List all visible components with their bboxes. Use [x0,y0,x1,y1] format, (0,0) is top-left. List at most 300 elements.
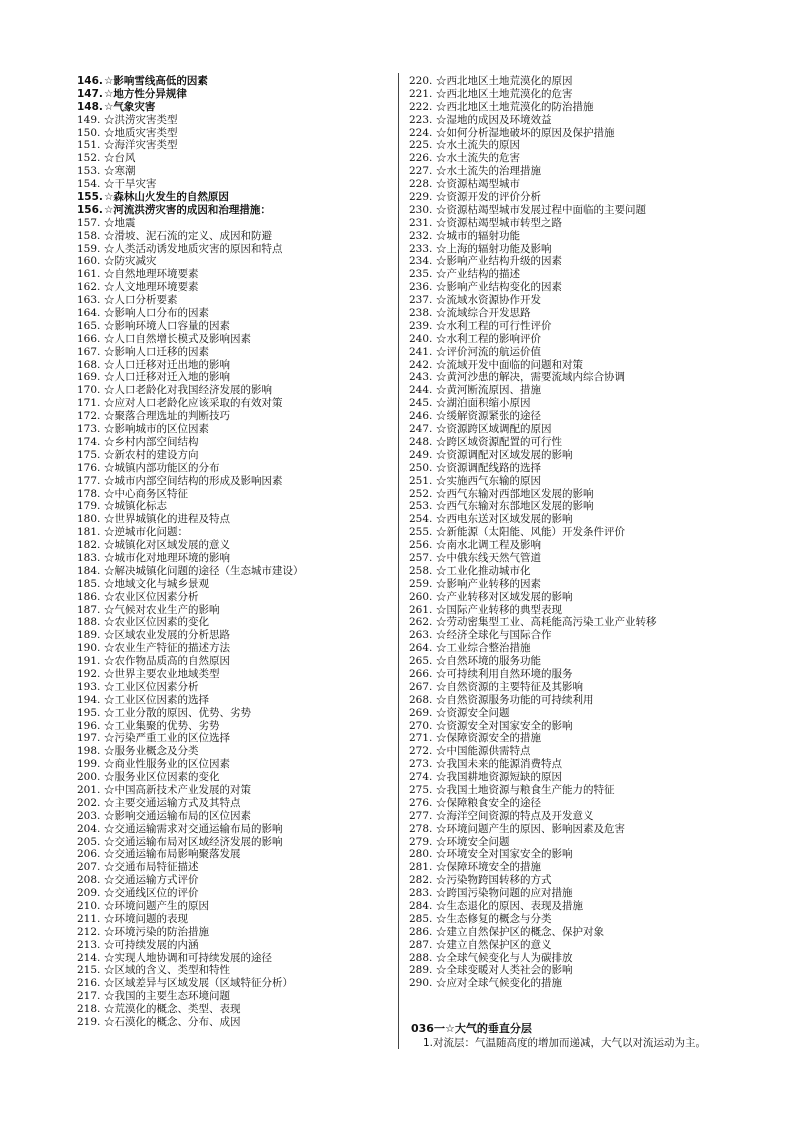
toc-item-number: 175. [77,448,101,461]
toc-item-text: ☆资源跨区域调配的原因 [436,423,552,436]
toc-item [77,861,395,874]
toc-item [77,488,395,501]
toc-item [409,681,749,694]
toc-item [409,694,749,707]
toc-item [409,462,749,475]
toc-item [409,139,749,152]
toc-item-number: 211. [77,912,101,925]
toc-item-text: ☆环境污染的防治措施 [104,925,209,938]
toc-item [77,436,395,449]
toc-item-number: 286. [409,925,433,938]
toc-item-text: ☆中俄东线天然气管道 [436,551,541,564]
toc-item [77,810,395,823]
toc-item-text: ☆人口分析要素 [104,294,178,307]
toc-item [409,604,749,617]
toc-item [77,732,395,745]
toc-item [409,436,749,449]
toc-item-text: ☆保障环境安全的措施 [436,861,541,874]
toc-item-number: 213. [77,938,101,951]
toc-item-text: ☆交通运输方式评价 [104,874,199,887]
toc-item-text: ☆洪涝灾害类型 [104,113,178,126]
toc-item-text: ☆西北地区土地荒漠化的原因 [436,75,573,87]
toc-item-number: 201. [77,783,101,796]
toc-item-number: 216. [77,977,101,990]
toc-item [409,488,749,501]
toc-item-text: ☆污染严重工业的区位选择 [104,732,230,745]
toc-item-number: 204. [77,822,101,835]
toc-item-text: ☆人口老龄化对我国经济发展的影响 [104,384,272,397]
toc-item-number: 249. [409,448,433,461]
toc-item [77,101,395,114]
toc-item [77,230,395,243]
toc-item [409,359,749,372]
toc-item-number: 146. [77,75,103,87]
toc-item-number: 169. [77,371,101,384]
toc-item [409,565,749,578]
toc-item-text: ☆乡村内部空间结构 [104,435,199,448]
toc-item [77,307,395,320]
toc-item-text: ☆影响城市的区位因素 [104,423,209,436]
toc-item-text: ☆干旱灾害 [104,178,157,191]
toc-item-number: 280. [409,848,433,861]
toc-item-text: ☆全球变暖对人类社会的影响 [436,964,573,977]
toc-item [409,977,749,990]
toc-item-text: ☆可持续利用自然环境的服务 [436,667,573,680]
toc-item [77,397,395,410]
toc-item-text: ☆荒漠化的概念、类型、表现 [104,1003,241,1016]
toc-item [77,758,395,771]
toc-item-number: 156. [77,203,103,216]
toc-item-number: 239. [409,319,433,332]
toc-item [77,333,395,346]
toc-item-number: 168. [77,358,101,371]
toc-item-text: ☆环境问题产生的原因、影响因素及危害 [436,822,625,835]
toc-item-number: 278. [409,822,433,835]
toc-item-number: 180. [77,513,101,526]
toc-item [77,887,395,900]
toc-item [77,977,395,990]
toc-item-number: 179. [77,500,101,513]
toc-item-text: ☆城市的辐射功能 [436,229,520,242]
toc-item-number: 205. [77,835,101,848]
toc-item [77,784,395,797]
toc-item [409,243,749,256]
toc-item-text: ☆实现人地协调和可持续发展的途径 [104,951,272,964]
toc-item-number: 242. [409,358,433,371]
toc-item-text: ☆农业区位因素的变化 [104,616,209,629]
toc-item-text: ☆区域的含义、类型和特性 [104,964,230,977]
toc-item [77,642,395,655]
toc-item-number: 247. [409,423,433,436]
toc-item-text: ☆保障粮食安全的途径 [436,796,541,809]
toc-item-number: 263. [409,629,433,642]
toc-item-text: ☆环境安全问题 [436,835,510,848]
toc-item-text: ☆保障资源安全的措施 [436,732,541,745]
toc-item-text: ☆人口迁移对迁入地的影响 [104,371,230,384]
toc-item-number: 165. [77,319,101,332]
toc-item [77,797,395,810]
toc-item-number: 261. [409,603,433,616]
toc-item [409,114,749,127]
toc-item-number: 234. [409,255,433,268]
toc-item-text: ☆工业分散的原因、优势、劣势 [104,706,251,719]
toc-item-number: 159. [77,242,101,255]
toc-item-text: ☆我国未来的能源消费特点 [436,758,562,771]
toc-item-text: ☆逆城市化问题： [104,526,188,539]
toc-item-number: 163. [77,294,101,307]
toc-item [409,449,749,462]
toc-item-text: ☆地域文化与城乡景观 [104,577,209,590]
toc-item-text: ☆城镇化对区域发展的意义 [104,539,230,552]
toc-item [77,604,395,617]
toc-item-text: ☆上海的辐射功能及影响 [436,242,552,255]
toc-item-number: 151. [77,139,101,152]
toc-item-number: 254. [409,513,433,526]
toc-item [77,668,395,681]
toc-item [409,964,749,977]
toc-item-number: 187. [77,603,101,616]
toc-item-number: 157. [77,216,101,229]
toc-right-column [409,75,749,990]
toc-item-text: ☆农业生产特征的描述方法 [104,642,230,655]
toc-item-number: 265. [409,655,433,668]
toc-item-text: ☆交通运输布局对区域经济发展的影响 [104,835,283,848]
toc-item-number: 251. [409,474,433,487]
toc-item-number: 226. [409,152,433,165]
toc-item [409,307,749,320]
toc-item [77,423,395,436]
toc-item [77,1003,395,1016]
toc-item-text: ☆商业性服务业的区位因素 [104,758,230,771]
toc-item-number: 177. [77,474,101,487]
toc-item [409,707,749,720]
toc-item [77,913,395,926]
toc-item [77,346,395,359]
toc-item-text: ☆产业转移对区域发展的影响 [436,590,573,603]
toc-item-text: ☆新农村的建设方向 [104,448,199,461]
toc-item-text: ☆台风 [104,152,136,165]
toc-item [77,217,395,230]
toc-item [77,384,395,397]
toc-item-number: 269. [409,706,433,719]
toc-item [409,127,749,140]
toc-item [77,243,395,256]
toc-item-text: ☆城市内部空间结构的形成及影响因素 [104,474,283,487]
toc-item [409,281,749,294]
toc-item [77,629,395,642]
toc-item [409,152,749,165]
toc-item-number: 276. [409,796,433,809]
toc-item-number: 209. [77,887,101,900]
toc-item-text: ☆工业化推动城市化 [436,564,531,577]
toc-item [409,616,749,629]
toc-item-text: ☆地震 [104,216,136,229]
toc-item-number: 207. [77,861,101,874]
toc-item [77,720,395,733]
toc-item-text: ☆河流洪涝灾害的成因和治理措施： [104,203,271,216]
toc-item-number: 279. [409,835,433,848]
toc-item [77,255,395,268]
toc-item-number: 161. [77,268,101,281]
toc-item-number: 184. [77,564,101,577]
toc-item [409,642,749,655]
toc-item-text: ☆水土流失的危害 [436,152,520,165]
toc-item-text: ☆森林山火发生的自然原因 [104,191,229,204]
toc-item [77,565,395,578]
toc-item-text: ☆世界城镇化的进程及特点 [104,513,230,526]
toc-item [77,591,395,604]
toc-item-text: ☆影响环境人口容量的因素 [104,319,230,332]
toc-item [409,939,749,952]
toc-item-text: ☆气象灾害 [104,100,156,113]
toc-item [77,836,395,849]
toc-item [77,500,395,513]
toc-item-number: 198. [77,745,101,758]
toc-item-text: ☆工业区位因素分析 [104,680,199,693]
toc-item [409,578,749,591]
toc-item-text: ☆影响人口迁移的因素 [104,345,209,358]
toc-item-text: ☆城镇化标志 [104,500,167,513]
toc-item [409,926,749,939]
toc-item [77,475,395,488]
toc-item-text: ☆气候对农业生产的影响 [104,603,220,616]
toc-item-text: ☆生态修复的概念与分类 [436,912,552,925]
toc-item [409,230,749,243]
toc-item-text: ☆西电东送对区域发展的影响 [436,513,573,526]
toc-item [409,178,749,191]
toc-item-number: 284. [409,900,433,912]
toc-item-number: 220. [409,75,433,87]
toc-item-text: ☆西气东输对西部地区发展的影响 [436,487,594,500]
toc-item-number: 224. [409,126,433,139]
toc-item-number: 230. [409,203,433,216]
toc-item-number: 232. [409,229,433,242]
toc-item-number: 233. [409,242,433,255]
toc-item [409,771,749,784]
toc-item [77,990,395,1003]
column-divider [398,73,399,1049]
toc-item [409,333,749,346]
toc-item-text: ☆流域综合开发思路 [436,307,531,320]
toc-item-number: 149. [77,113,101,126]
toc-item-number: 181. [77,526,101,539]
toc-item-number: 167. [77,345,101,358]
toc-item-number: 212. [77,925,101,938]
toc-item [409,900,749,913]
toc-item-number: 270. [409,719,433,732]
toc-item-text: ☆海洋灾害类型 [104,139,178,152]
toc-item [77,681,395,694]
toc-item-text: ☆区域差异与区域发展（区域特征分析） [104,977,293,990]
toc-item [409,720,749,733]
toc-item-number: 223. [409,113,433,126]
toc-item [77,1016,395,1029]
toc-item [409,294,749,307]
toc-item-text: ☆环境问题产生的原因 [104,900,209,912]
toc-item [409,397,749,410]
toc-item [77,526,395,539]
toc-item-number: 252. [409,487,433,500]
toc-item-text: ☆流域开发中面临的问题和对策 [436,358,583,371]
toc-item-number: 217. [77,990,101,1003]
toc-item-number: 272. [409,745,433,758]
toc-item-text: ☆地方性分异规律 [104,87,187,100]
toc-item-number: 148. [77,100,103,113]
toc-item [409,410,749,423]
toc-item [77,926,395,939]
toc-item-number: 262. [409,616,433,629]
toc-item-number: 203. [77,809,101,822]
toc-item-number: 152. [77,152,101,165]
toc-item-text: ☆资源调配对区域发展的影响 [436,448,573,461]
toc-item [409,874,749,887]
toc-item [409,784,749,797]
toc-item [77,320,395,333]
toc-item-number: 221. [409,87,433,100]
toc-item [409,475,749,488]
toc-item [77,848,395,861]
toc-item-text: ☆人文地理环境要素 [104,281,199,294]
toc-item [409,668,749,681]
toc-item-text: ☆海洋空间资源的特点及开发意义 [436,809,594,822]
toc-item-text: ☆中国能源供需特点 [436,745,531,758]
toc-item-number: 210. [77,900,101,912]
toc-item-number: 236. [409,281,433,294]
toc-item-number: 173. [77,423,101,436]
toc-item-text: ☆服务业区位因素的变化 [104,771,220,784]
toc-item-number: 253. [409,500,433,513]
toc-item-number: 290. [409,977,433,990]
toc-item [77,823,395,836]
toc-item-number: 259. [409,577,433,590]
toc-item-text: ☆西北地区土地荒漠化的防治措施 [436,100,594,113]
toc-item-number: 218. [77,1003,101,1016]
toc-item-text: ☆寒潮 [104,165,136,178]
toc-item-number: 193. [77,680,101,693]
toc-item [409,861,749,874]
toc-item-number: 200. [77,771,101,784]
toc-item [409,500,749,513]
toc-item [77,359,395,372]
toc-item-text: ☆跨国污染物问题的应对措施 [436,887,573,900]
toc-item-text: ☆资源枯竭型城市 [436,178,520,191]
toc-item-text: ☆交通运输布局影响聚落发展 [104,848,241,861]
toc-item-number: 188. [77,616,101,629]
toc-item-text: ☆影响产业结构升级的因素 [436,255,562,268]
toc-item-number: 281. [409,861,433,874]
toc-item-text: ☆产业结构的描述 [436,268,520,281]
toc-item-number: 264. [409,642,433,655]
toc-item-number: 225. [409,139,433,152]
toc-item-number: 191. [77,655,101,668]
toc-item-text: ☆自然资源的主要特征及其影响 [436,680,583,693]
toc-item-text: ☆湖泊面积缩小原因 [436,397,531,410]
toc-item-text: ☆工业综合整治措施 [436,642,531,655]
toc-item [409,848,749,861]
toc-item-number: 160. [77,255,101,268]
toc-item-number: 256. [409,539,433,552]
toc-item-text: ☆主要交通运输方式及其特点 [104,796,241,809]
toc-item-text: ☆城市化对地理环境的影响 [104,551,230,564]
toc-item-text: ☆人口自然增长模式及影响因素 [104,332,251,345]
toc-item-text: ☆中心商务区特征 [104,487,188,500]
toc-item [409,758,749,771]
toc-item-number: 192. [77,667,101,680]
toc-item-number: 227. [409,165,433,178]
toc-item [409,384,749,397]
toc-item-text: ☆资源开发的评价分析 [436,191,541,204]
toc-item-text: ☆污染物跨国转移的方式 [436,874,552,887]
toc-item-number: 289. [409,964,433,977]
toc-item-number: 215. [77,964,101,977]
toc-item-number: 153. [77,165,101,178]
toc-item-text: ☆我国耕地资源短缺的原因 [436,771,562,784]
toc-item-number: 186. [77,590,101,603]
toc-item-number: 274. [409,771,433,784]
toc-item [77,462,395,475]
toc-item-number: 241. [409,345,433,358]
toc-item [77,513,395,526]
toc-item [409,797,749,810]
toc-item-number: 266. [409,667,433,680]
toc-item-number: 260. [409,590,433,603]
toc-item-number: 244. [409,384,433,397]
toc-item-text: ☆影响交通运输布局的区位因素 [104,809,251,822]
toc-item-number: 287. [409,938,433,951]
toc-item [77,939,395,952]
toc-item-text: ☆资源枯竭型城市转型之路 [436,216,562,229]
toc-item-text: ☆中国高新技术产业发展的对策 [104,783,251,796]
toc-item-number: 238. [409,307,433,320]
toc-item [77,655,395,668]
toc-item [77,88,395,101]
toc-item-text: ☆我国土地资源与粮食生产能力的特征 [436,783,615,796]
toc-item-number: 190. [77,642,101,655]
toc-item-number: 150. [77,126,101,139]
toc-item-text: ☆防灾减灾 [104,255,157,268]
toc-item [77,204,395,217]
toc-item-text: ☆如何分析湿地破坏的原因及保护措施 [436,126,615,139]
toc-item [409,823,749,836]
toc-item-number: 229. [409,191,433,204]
toc-item-number: 170. [77,384,101,397]
toc-item [77,268,395,281]
toc-item-number: 257. [409,551,433,564]
toc-item-number: 248. [409,435,433,448]
toc-item-text: ☆全球气候变化与人为碳排放 [436,951,573,964]
toc-item-text: ☆水土流失的原因 [436,139,520,152]
toc-item-number: 178. [77,487,101,500]
toc-item-number: 214. [77,951,101,964]
toc-item-text: ☆影响产业转移的因素 [436,577,541,590]
toc-item-text: ☆资源安全对国家安全的影响 [436,719,573,732]
toc-item-text: ☆自然资源服务功能的可持续利用 [436,693,594,706]
toc-item [77,552,395,565]
toc-item [409,952,749,965]
toc-item-number: 197. [77,732,101,745]
toc-item-text: ☆资源枯竭型城市发展过程中面临的主要问题 [436,203,646,216]
toc-item-text: ☆交通线区位的评价 [104,887,199,900]
toc-item-number: 219. [77,1016,101,1029]
toc-item [409,371,749,384]
toc-item-number: 235. [409,268,433,281]
toc-item [409,346,749,359]
toc-item [77,191,395,204]
toc-item-number: 208. [77,874,101,887]
toc-item [409,552,749,565]
toc-item [77,281,395,294]
toc-item [409,423,749,436]
